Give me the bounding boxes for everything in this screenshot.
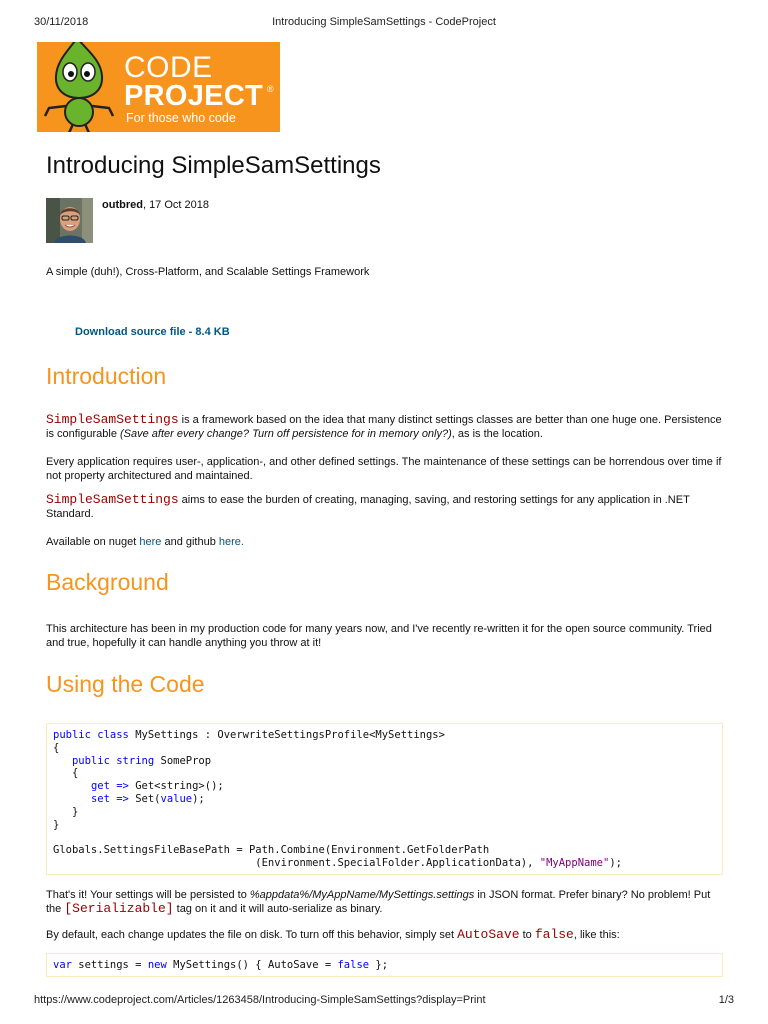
inline-code: AutoSave <box>457 927 520 942</box>
section-heading-introduction: Introduction <box>46 363 167 389</box>
nuget-link[interactable]: here <box>139 536 162 548</box>
article-summary: A simple (duh!), Cross-Platform, and Scalable Settings Framework <box>46 266 370 278</box>
italic-text: (Save after every change? Turn off persistence for in memory only?) <box>120 428 452 440</box>
inline-code: SimpleSamSettings <box>46 492 179 507</box>
print-date: 30/11/2018 <box>34 16 89 28</box>
code-keyword: var <box>53 959 72 971</box>
text: aims to ease the burden of creating, managing, saving, and restoring settings for any application in .NET Standard. <box>46 494 690 520</box>
print-header <box>34 16 734 30</box>
code-keyword: false <box>337 959 370 971</box>
code-keyword: string <box>116 754 155 767</box>
section-heading-using-the-code: Using the Code <box>46 671 205 697</box>
download-source-link[interactable]: Download source file - 8.4 KB <box>75 326 230 338</box>
code-keyword: get <box>90 780 110 793</box>
print-url: https://www.codeproject.com/Articles/1263458/Introducing-SimpleSamSettings?display=Print <box>34 994 486 1006</box>
code-text: { <box>53 767 79 780</box>
codeproject-logo[interactable] <box>37 42 280 132</box>
code-keyword: set <box>90 792 110 805</box>
inline-code: [Serializable] <box>64 901 174 916</box>
github-link[interactable]: here. <box>218 536 244 548</box>
avatar-photo-icon <box>46 198 93 243</box>
text: , as is the location. <box>451 428 543 440</box>
intro-paragraph-4 <box>46 535 726 549</box>
intro-paragraph-2: Every application requires user-, application-, and other defined settings. The maintenance of these settings can be horrendous over time if not property architectured and maintained. <box>46 456 722 482</box>
intro-paragraph-1 <box>46 413 726 441</box>
logo-tagline: For those who code <box>126 111 236 125</box>
code-keyword: class <box>97 729 129 741</box>
author-avatar[interactable] <box>46 198 93 243</box>
logo-registered-mark: ® <box>267 84 274 94</box>
code-block-1[interactable] <box>46 723 723 875</box>
page-number: 1/3 <box>718 994 734 1006</box>
background-paragraph: This architecture has been in my production code for many years now, and I've recently re-written it for the open source community. Tried and true, hopefully it can handle anything you throw at it! <box>46 623 712 649</box>
code-text: ); <box>609 856 622 869</box>
inline-code: SimpleSamSettings <box>46 412 179 427</box>
logo-word-project: PROJECT <box>124 80 264 112</box>
code-listing <box>53 959 722 972</box>
code-operator: => <box>116 792 129 805</box>
text: By default, each change updates the file on disk. To turn off this behavior, simply set <box>46 929 458 941</box>
code-listing <box>53 729 722 870</box>
text: in JSON format. Prefer binary? No problem! Put the <box>46 889 711 915</box>
byline <box>102 199 209 211</box>
intro-paragraph-3 <box>46 493 726 521</box>
code-text: (Environment.SpecialFolder.ApplicationData), <box>53 856 540 869</box>
code-text: ); <box>192 792 205 805</box>
publish-date: , 17 Oct 2018 <box>142 199 209 211</box>
code-keyword: public <box>71 754 110 767</box>
code-text: MySettings : OverwriteSettingsProfile<MySettings> <box>128 729 445 741</box>
text: That's it! Your settings will be persisted to <box>46 889 250 901</box>
code-text: Get<string>(); <box>128 780 224 793</box>
code-text: }; <box>369 959 389 971</box>
section-heading-background: Background <box>46 569 169 595</box>
code-text: SomeProp <box>154 754 212 767</box>
author-name[interactable]: outbred <box>102 199 143 211</box>
code-text: } <box>53 818 60 831</box>
logo-word-code: CODE <box>124 51 213 84</box>
print-footer <box>34 994 734 1008</box>
code-text: { <box>53 741 60 754</box>
italic-path: %appdata%/MyAppName/MySettings.settings <box>249 889 475 901</box>
code-string: "MyAppName" <box>539 856 610 869</box>
usage-paragraph-2 <box>46 928 726 942</box>
code-text: Set( <box>128 792 161 805</box>
code-block-2[interactable] <box>46 953 723 977</box>
code-keyword: new <box>147 959 167 971</box>
print-page-title: Introducing SimpleSamSettings - CodeProject <box>272 16 496 28</box>
code-keyword: public <box>53 729 91 741</box>
text: is a framework based on the idea that many distinct settings classes are better than one huge one. Persistence is configurable <box>46 414 722 440</box>
usage-paragraph-1 <box>46 888 726 916</box>
code-operator: => <box>116 780 129 793</box>
text: Available on nuget <box>46 536 140 548</box>
code-text: settings = <box>71 959 148 971</box>
text: and github <box>161 536 219 548</box>
article-title: Introducing SimpleSamSettings <box>46 152 381 179</box>
text: , like this: <box>573 929 620 941</box>
code-text: Globals.SettingsFileBasePath = Path.Combine(Environment.GetFolderPath <box>53 844 490 857</box>
text: tag on it and it will auto-serialize as binary. <box>173 903 383 915</box>
inline-code: false <box>534 927 574 942</box>
code-keyword: value <box>160 792 193 805</box>
code-text: } <box>53 805 79 818</box>
code-text: MySettings() { AutoSave = <box>166 959 338 971</box>
text: to <box>519 929 535 941</box>
bob-mascot-icon <box>37 42 123 132</box>
